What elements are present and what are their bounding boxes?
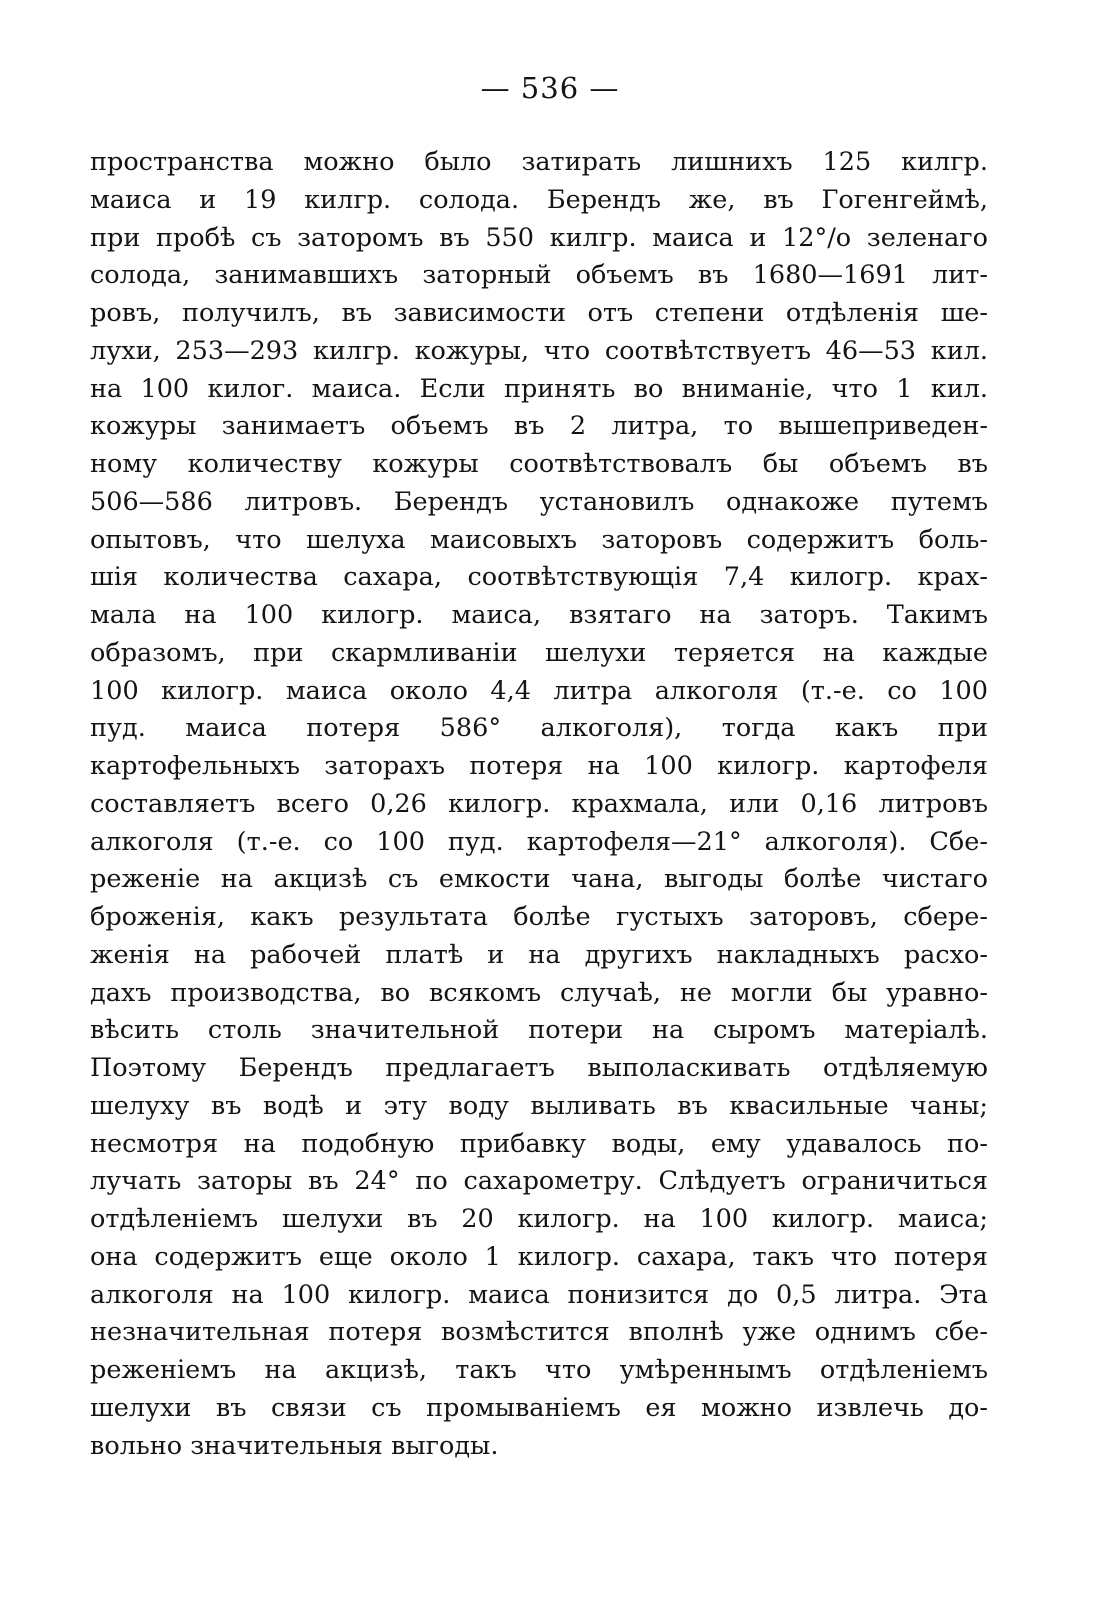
text-line: на 100 килог. маиса. Если принять во вниманіе, что 1 кил. — [90, 373, 988, 404]
text-line: броженія, какъ результата болѣе густыхъ заторовъ, сбере- — [90, 902, 988, 932]
text-line: составляетъ всего 0,26 килогр. крахмала, или 0,16 литровъ — [90, 788, 988, 819]
text-line: реженіемъ на акцизѣ, такъ что умѣреннымъ отдѣленіемъ — [90, 1355, 988, 1385]
text-line: женія на рабочей платѣ и на другихъ накладныхъ расхо- — [90, 939, 988, 970]
text-line: реженіе на акцизѣ съ емкости чана, выгоды болѣе чистаго — [90, 864, 988, 895]
text-line: при пробѣ съ заторомъ въ 550 килгр. маиса и 12°/o зеленаго — [90, 222, 988, 253]
text-line: шелуху въ водѣ и эту воду выливать въ квасильные чаны; — [90, 1090, 988, 1121]
text-line: она содержитъ еще около 1 килогр. сахара, такъ что потеря — [90, 1241, 988, 1272]
text-line: образомъ, при скармливаніи шелухи теряется на каждые — [90, 637, 988, 668]
text-line: алкоголя (т.-е. со 100 пуд. картофеля—21° алкоголя). Сбе- — [90, 826, 988, 857]
text-line: пространства можно было затирать лишнихъ 125 килгр. — [90, 147, 988, 177]
text-line: пуд. маиса потеря 586° алкоголя), тогда какъ при — [90, 713, 988, 744]
text-line: опытовъ, что шелуха маисовыхъ заторовъ содержитъ боль- — [90, 524, 988, 555]
text-line: незначительная потеря возмѣстится вполнѣ уже однимъ сбе- — [90, 1317, 988, 1348]
text-line: 506—586 литровъ. Берендъ установилъ однакоже путемъ — [90, 486, 988, 517]
text-line: алкоголя на 100 килогр. маиса понизится до 0,5 литра. Эта — [90, 1279, 988, 1310]
text-line: дахъ производства, во всякомъ случаѣ, не могли бы уравно- — [90, 977, 988, 1008]
text-line: картофельныхъ заторахъ потеря на 100 килогр. картофеля — [90, 751, 988, 781]
body-text — [90, 144, 988, 1465]
text-line: шія количества сахара, соотвѣтствующія 7,4 килогр. крах- — [90, 562, 988, 593]
text-line: Поэтому Берендъ предлагаетъ выполаскивать отдѣляемую — [90, 1053, 988, 1083]
text-line: 100 килогр. маиса около 4,4 литра алкоголя (т.-е. со 100 — [90, 675, 988, 706]
text-line: отдѣленіемъ шелухи въ 20 килогр. на 100 килогр. маиса; — [90, 1204, 988, 1234]
text-line: лухи, 253—293 килгр. кожуры, что соотвѣтствуетъ 46—53 кил. — [90, 335, 988, 366]
text-line: вѣсить столь значительной потери на сыромъ матеріалѣ. — [90, 1015, 988, 1046]
text-line: ровъ, получилъ, въ зависимости отъ степени отдѣленія ше- — [90, 298, 988, 328]
text-line: мала на 100 килогр. маиса, взятаго на заторъ. Такимъ — [90, 600, 988, 630]
page-number: — 536 — — [480, 71, 620, 105]
text-line: вольно значительныя выгоды. — [90, 1430, 499, 1461]
text-line: ному количеству кожуры соотвѣтствовалъ бы объемъ въ — [90, 449, 988, 479]
text-line: солода, занимавшихъ заторный объемъ въ 1680—1691 лит- — [90, 260, 988, 291]
text-line: маиса и 19 килгр. солода. Берендъ же, въ Гогенгеймѣ, — [90, 184, 988, 215]
text-line: кожуры занимаетъ объемъ въ 2 литра, то вышеприведен- — [90, 411, 988, 442]
text-line: несмотря на подобную прибавку воды, ему удавалось по- — [90, 1128, 988, 1159]
text-line: лучать заторы въ 24° по сахарометру. Слѣдуетъ ограничиться — [90, 1166, 988, 1197]
text-line: шелухи въ связи съ промываніемъ ея можно извлечь до- — [90, 1392, 988, 1423]
